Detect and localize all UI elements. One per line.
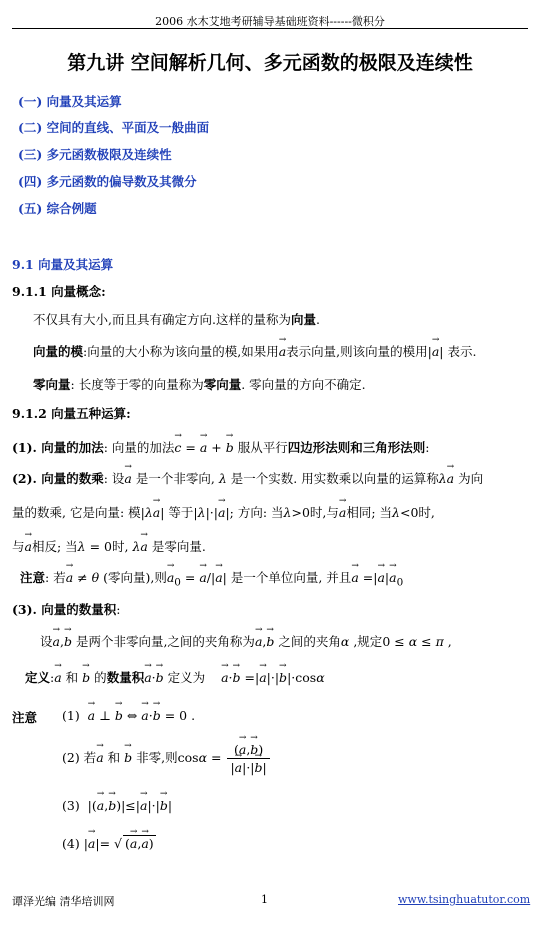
- section-heading: 9.1 向量及其运算: [12, 257, 114, 272]
- unit-vector-note: 注意: 若→ a ≠ θ (零向量),则→ $a_0$ = → a/|→ a| 是一个单位向量, 并且→ a =|→ $a|\to a_0$: [20, 568, 403, 589]
- dot-product-angle: 设→ a,→ b 是两个非零向量,之间的夹角称为→ a,→ b 之间的夹角α ,规定0 ≤ α ≤ π ,: [40, 632, 452, 650]
- vector-modulus-definition: 向量的模:向量的大小称为该向量的模,如果用→ a表示向量,则该向量的模用|→ a| 表示.: [33, 342, 476, 360]
- note-2-cosine-formula: (2) 若→ a 和 → b 非零,则cosα = $\frac{(\to a,\to b)}{|\to a|\cdot|\to b|}$: [62, 742, 272, 775]
- subsection-9-1-2-heading: 9.1.2 向量五种运算:: [12, 406, 131, 421]
- header-rule: [12, 28, 528, 29]
- dot-product-definition: 定义:→ a 和 → b 的数量积→ a·→ b 定义为 → a·→ b =|→ a|·|→ b|·cosα: [25, 668, 325, 686]
- dot-product-heading: (3). 向量的数量积:: [12, 602, 121, 617]
- vector-addition: (1). 向量的加法: 向量的加法→ c = → a + → b 服从平行四边形法则和三角形法则:: [12, 438, 429, 456]
- page-number: 1: [261, 893, 268, 906]
- scalar-multiplication-line-3: 与→ a相反; 当λ = 0时, λ→ a 是零向量.: [12, 537, 206, 555]
- scalar-multiplication-line-2: 量的数乘, 它是向量: 模|λ→ a| 等于|λ|·|→ a|; 方向: 当λ>0时,与→ a相同; 当λ<0时,: [12, 503, 435, 521]
- note-3-cauchy-inequality: (3) |(→ a,→ b)|≤|→ a|·|→ b|: [62, 798, 172, 813]
- notes-label: 注意: [12, 710, 38, 725]
- footer-website-link[interactable]: www.tsinghuatutor.com: [398, 893, 531, 906]
- page-header: 2006 水木艾地考研辅导基础班资料------微积分: [155, 15, 385, 28]
- toc-item-1[interactable]: (一) 向量及其运算: [18, 94, 122, 109]
- note-4-modulus-formula: (4) |→ a|= √ (→ a,→ a): [62, 835, 156, 851]
- note-1-orthogonality: (1) → a ⊥ → b ⇔ → a·→ b = 0 .: [62, 708, 195, 723]
- toc-item-5[interactable]: (五) 综合例题: [18, 201, 97, 216]
- toc-item-4[interactable]: (四) 多元函数的偏导数及其微分: [18, 174, 197, 189]
- toc-item-2[interactable]: (二) 空间的直线、平面及一般曲面: [18, 120, 210, 135]
- lecture-title: 第九讲 空间解析几何、多元函数的极限及连续性: [67, 52, 473, 74]
- toc-item-3[interactable]: (三) 多元函数极限及连续性: [18, 147, 172, 162]
- scalar-multiplication-line-1: (2). 向量的数乘: 设→ a 是一个非零向, λ 是一个实数. 用实数乘以向量的运算称λ→ a 为向: [12, 469, 483, 487]
- vector-definition: 不仅具有大小,而且具有确定方向.这样的量称为向量.: [33, 312, 320, 327]
- cosine-fraction: $\frac{(\to a,\to b)}{|\to a|\cdot|\to b|}$: [227, 742, 269, 775]
- subsection-9-1-1-heading: 9.1.1 向量概念:: [12, 284, 106, 299]
- footer-author: 谭泽光编 清华培训网: [12, 895, 115, 908]
- zero-vector-definition: 零向量: 长度等于零的向量称为零向量. 零向量的方向不确定.: [33, 377, 366, 392]
